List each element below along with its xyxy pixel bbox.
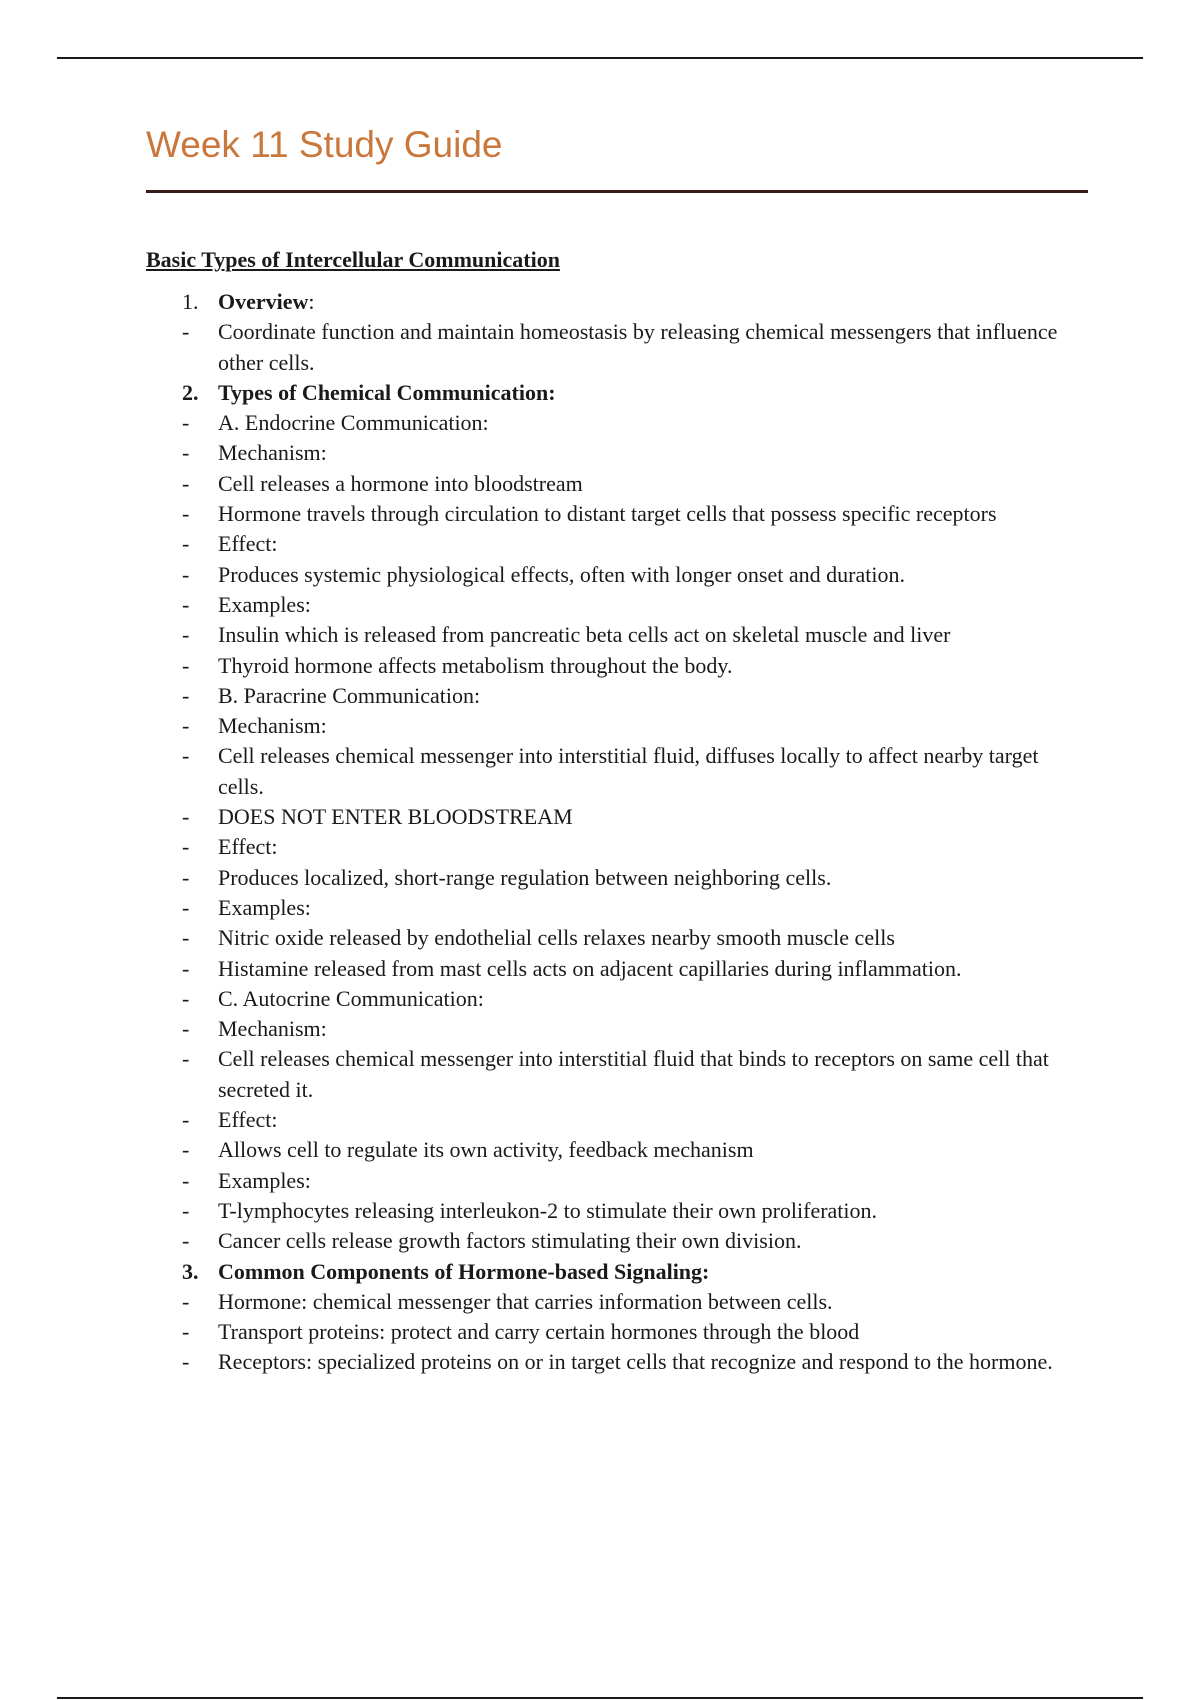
list-item (146, 620, 1088, 650)
list-item (146, 1317, 1088, 1347)
list-item (146, 741, 1088, 802)
list-item-text: T-lymphocytes releasing interleukon-2 to stimulate their own proliferation. (218, 1197, 878, 1223)
bullet-marker: - (182, 1319, 190, 1345)
page-bottom-rule (57, 1697, 1143, 1699)
list-item (146, 1105, 1088, 1135)
bullet-marker: - (182, 319, 190, 345)
list-item (146, 893, 1088, 923)
list-item-text: A. Endocrine Communication: (218, 410, 489, 436)
list-item (146, 1166, 1088, 1196)
list-item (146, 832, 1088, 862)
bullet-marker: - (182, 410, 190, 436)
list-item (146, 529, 1088, 559)
list-item (146, 984, 1088, 1014)
list-item-text: Effect: (218, 531, 278, 557)
list-item-text: B. Paracrine Communication: (218, 682, 481, 708)
list-item (146, 711, 1088, 741)
list-item (146, 1287, 1088, 1317)
bullet-marker: - (182, 713, 190, 739)
list-item (146, 1196, 1088, 1226)
bullet-marker: - (182, 864, 190, 890)
list-item (146, 499, 1088, 529)
bullet-marker: - (182, 985, 190, 1011)
bullet-marker: - (182, 1167, 190, 1193)
list-item-text: Allows cell to regulate its own activity, feedback mechanism (218, 1137, 754, 1163)
list-item-text: Produces localized, short-range regulation between neighboring cells. (218, 864, 832, 890)
list-item-text: Nitric oxide released by endothelial cells relaxes nearby smooth muscle cells (218, 925, 895, 951)
numbered-list-item (146, 378, 1088, 408)
list-item-text: Effect: (218, 834, 278, 860)
bullet-marker: - (182, 501, 190, 527)
list-item-suffix: : (308, 289, 315, 314)
list-item-text: Hormone travels through circulation to distant target cells that possess specific receptors (218, 501, 997, 527)
list-item-text: Produces systemic physiological effects, often with longer onset and duration. (218, 561, 905, 587)
bullet-marker: - (182, 561, 190, 587)
bullet-marker: - (182, 591, 190, 617)
bullet-marker: - (182, 682, 190, 708)
list-item-text: Insulin which is released from pancreatic beta cells act on skeletal muscle and liver (218, 622, 951, 648)
list-item-text: Mechanism: (218, 440, 327, 466)
bullet-marker: - (182, 1137, 190, 1163)
list-item (146, 1226, 1088, 1256)
bullet-marker: - (182, 1016, 190, 1042)
list-item-text: Hormone: chemical messenger that carries information between cells. (218, 1288, 833, 1314)
bullet-marker: - (182, 470, 190, 496)
list-item (146, 923, 1088, 953)
list-item-text: Receptors: specialized proteins on or in target cells that recognize and respond to the hormone. (218, 1349, 1053, 1375)
list-item (146, 1044, 1088, 1105)
list-item-text: Thyroid hormone affects metabolism throughout the body. (218, 652, 733, 678)
list-item-text: Histamine released from mast cells acts on adjacent capillaries during inflammation. (218, 955, 962, 981)
list-number: 3. (182, 1258, 199, 1284)
list-item (146, 317, 1088, 378)
list-item (146, 438, 1088, 468)
bullet-marker: - (182, 834, 190, 860)
list-item (146, 560, 1088, 590)
list-item (146, 469, 1088, 499)
list-item (146, 681, 1088, 711)
bullet-marker: - (182, 894, 190, 920)
list-item-text: Cell releases chemical messenger into interstitial fluid that binds to receptors on same cell that secreted it. (218, 1046, 1049, 1102)
outline-list (146, 287, 1088, 1378)
list-item-text: Common Components of Hormone-based Signaling: (218, 1258, 710, 1284)
list-item (146, 1347, 1088, 1377)
list-item-text: Examples: (218, 894, 311, 920)
bullet-marker: - (182, 1288, 190, 1314)
bullet-marker: - (182, 955, 190, 981)
list-item-text: Mechanism: (218, 713, 327, 739)
document-body (146, 118, 1088, 1378)
list-item-text: Examples: (218, 591, 311, 617)
numbered-list-item (146, 1257, 1088, 1287)
list-item-text: Cell releases a hormone into bloodstream (218, 470, 583, 496)
page-top-rule (57, 57, 1143, 59)
list-item-text: Coordinate function and maintain homeostasis by releasing chemical messengers that influence other cells. (218, 319, 1058, 375)
bullet-marker: - (182, 1046, 190, 1072)
bullet-marker: - (182, 1228, 190, 1254)
bullet-marker: - (182, 652, 190, 678)
list-item-text: DOES NOT ENTER BLOODSTREAM (218, 804, 573, 830)
bullet-marker: - (182, 743, 190, 769)
list-item (146, 590, 1088, 620)
list-item-text: Effect: (218, 1107, 278, 1133)
list-item (146, 651, 1088, 681)
title-underline-rule (146, 190, 1088, 193)
list-item-text: Overview (218, 289, 309, 314)
list-number: 2. (182, 379, 199, 405)
list-item-text: Mechanism: (218, 1016, 327, 1042)
section-heading: Basic Types of Intercellular Communication (146, 247, 560, 272)
list-item (146, 802, 1088, 832)
list-item (146, 1014, 1088, 1044)
bullet-marker: - (182, 1349, 190, 1375)
list-item-text: C. Autocrine Communication: (218, 985, 484, 1011)
bullet-marker: - (182, 531, 190, 557)
list-item-text: Examples: (218, 1167, 311, 1193)
list-item-text: Types of Chemical Communication: (218, 379, 556, 405)
bullet-marker: - (182, 925, 190, 951)
list-number: 1. (182, 289, 199, 314)
list-item (146, 863, 1088, 893)
bullet-marker: - (182, 804, 190, 830)
bullet-marker: - (182, 1107, 190, 1133)
list-item-text: Cell releases chemical messenger into interstitial fluid, diffuses locally to affect nearby target cells. (218, 743, 1039, 799)
numbered-list-item (146, 287, 1088, 317)
bullet-marker: - (182, 1197, 190, 1223)
list-item (146, 1135, 1088, 1165)
document-title: Week 11 Study Guide (146, 124, 503, 165)
list-item (146, 954, 1088, 984)
list-item-text: Transport proteins: protect and carry certain hormones through the blood (218, 1319, 860, 1345)
list-item (146, 408, 1088, 438)
bullet-marker: - (182, 622, 190, 648)
bullet-marker: - (182, 440, 190, 466)
list-item-text: Cancer cells release growth factors stimulating their own division. (218, 1228, 802, 1254)
